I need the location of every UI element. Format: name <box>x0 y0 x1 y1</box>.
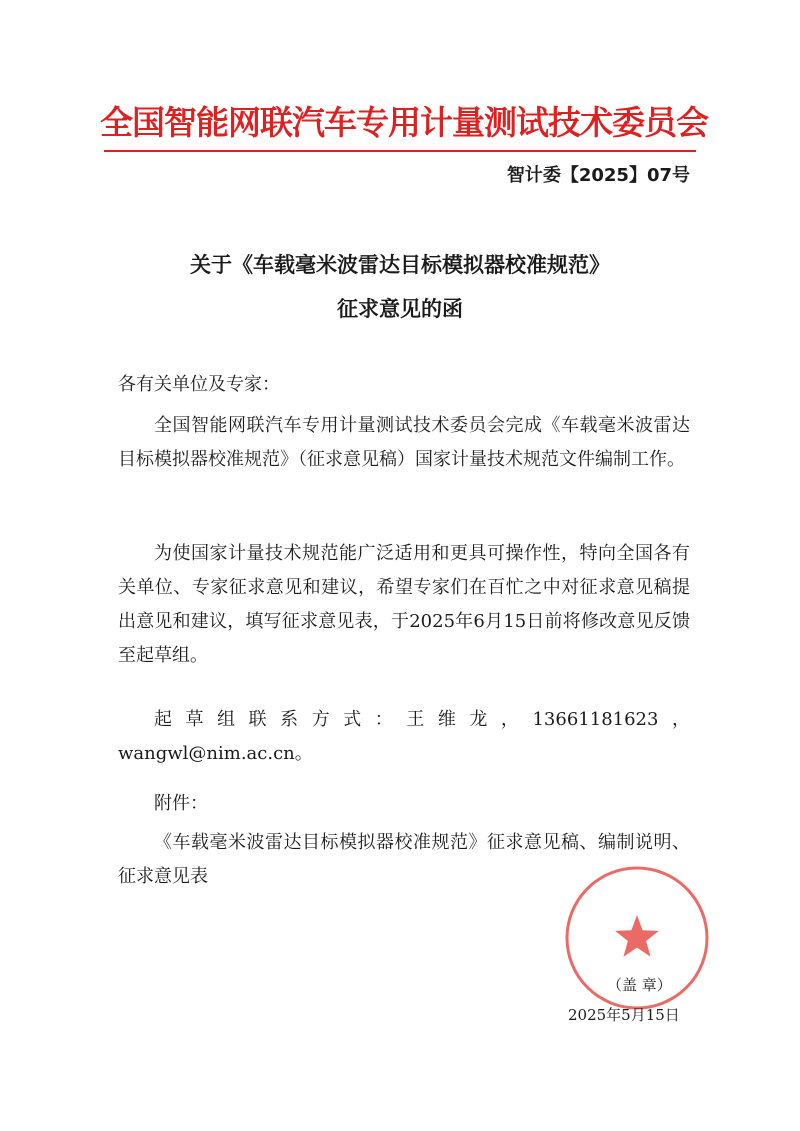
salutation: 各有关单位及专家： <box>118 374 280 395</box>
attachment-text: 《车载毫米波雷达目标模拟器校准规范》征求意见稿、编制说明、征求意见表 <box>118 832 690 887</box>
body-paragraph-1: 全国智能网联汽车专用计量测试技术委员会完成《车载毫米波雷达目标模拟器校准规范》（征求意见稿）国家计量技术规范文件编制工作。 <box>118 415 690 470</box>
contact-paragraph: 起草组联系方式：王维龙，13661181623，wangwl@nim.ac.cn。 <box>118 709 690 764</box>
title-line-2: 征求意见的函 <box>337 297 463 321</box>
seal-star-icon <box>615 915 659 957</box>
issue-date: 2025年5月15日 <box>568 1006 680 1024</box>
letterhead-red-rule <box>104 150 696 152</box>
seal-note: （盖 章） <box>607 976 672 994</box>
attachment-label: 附件： <box>154 793 208 814</box>
body-paragraph-2: 为使国家计量技术规范能广泛适用和更具可操作性，特向全国各有关单位、专家征求意见和建议，希望专家们在百忙之中对征求意见稿提出意见和建议，填写征求意见表，于2025年6月15日前将修改意见反馈至起草组。 <box>118 543 690 666</box>
document-number: 智计委【2025】07号 <box>506 165 690 186</box>
title-line-1: 关于《车载毫米波雷达目标模拟器校准规范》 <box>190 253 610 277</box>
letterhead-organization: 全国智能网联汽车专用计量测试技术委员会 <box>100 103 708 142</box>
